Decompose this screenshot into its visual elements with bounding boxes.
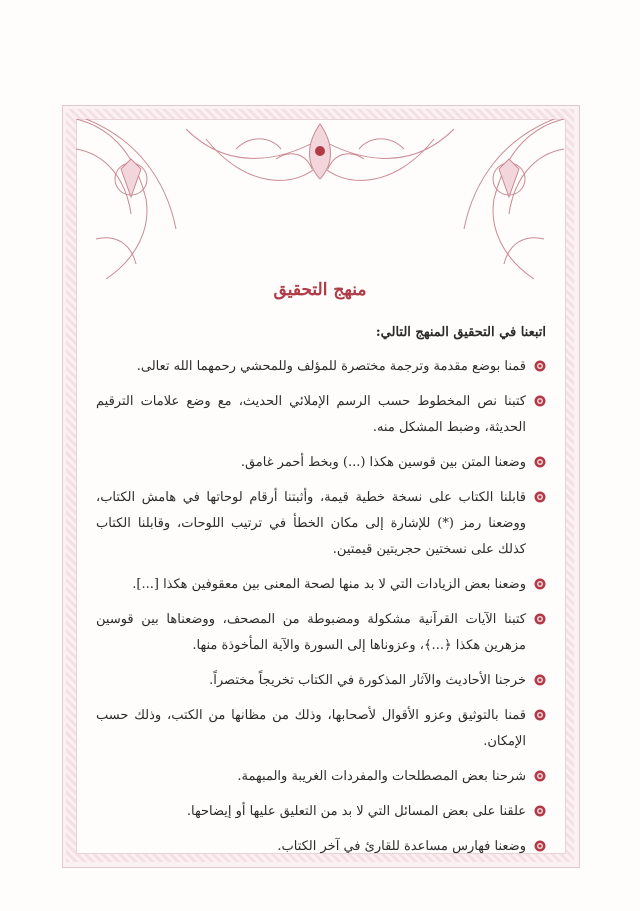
- list-item: [96, 485, 546, 563]
- list-item-text: كتبنا الآيات القرآنية مشكولة ومضبوطة من المصحف، ووضعناها بين قوسين مزهرين هكذا ﴿...﴾، وعزوناها إلى السورة والآية المأخوذة منها.: [96, 612, 526, 653]
- intro-line: اتبعنا في التحقيق المنهج التالي:: [375, 325, 546, 340]
- list-item-text: قابلنا الكتاب على نسخة خطية قيمة، وأثبتنا أرقام لوحاتها في هامش الكتاب، ووضعنا رمز (*) للإشارة إلى مكان الخطأ في ترتيب اللوحات، وقابلنا الكتاب كذلك على نسختين حجريتين قيمتين.: [96, 490, 526, 557]
- list-item-text: كتبنا نص المخطوط حسب الرسم الإملائي الحديث، مع وضع علامات الترقيم الحديثة، وضبط المشكل منه.: [96, 394, 526, 435]
- list-item: [96, 389, 546, 441]
- list-item: [96, 703, 546, 755]
- flower-bullet-icon: [534, 709, 546, 721]
- list-item-text: وضعنا بعض الزيادات التي لا بد منها لصحة المعنى بين معقوفين هكذا [...].: [132, 577, 526, 592]
- list-item-text: وضعنا فهارس مساعدة للقارئ في آخر الكتاب.: [277, 839, 526, 854]
- list-item: [96, 764, 546, 790]
- list-item-text: قمنا بالتوثيق وعزو الأقوال لأصحابها، وذلك من مظانها من الكتب، وذلك حسب الإمكان.: [96, 708, 526, 749]
- methodology-text: [96, 322, 546, 869]
- list-item: [96, 799, 546, 825]
- flower-bullet-icon: [534, 578, 546, 590]
- flower-bullet-icon: [534, 805, 546, 817]
- page-title: منهج التحقيق: [273, 280, 367, 300]
- flower-bullet-icon: [534, 395, 546, 407]
- methodology-list: [96, 354, 546, 860]
- list-item-text: قمنا بوضع مقدمة وترجمة مختصرة للمؤلف وللمحشي رحمهما الله تعالى.: [136, 359, 526, 374]
- flower-bullet-icon: [534, 840, 546, 852]
- list-item-text: شرحنا بعض المصطلحات والمفردات الغريبة والمبهمة.: [237, 769, 526, 784]
- flower-bullet-icon: [534, 456, 546, 468]
- list-item: [96, 668, 546, 694]
- flower-bullet-icon: [534, 674, 546, 686]
- list-item: [96, 450, 546, 476]
- flower-bullet-icon: [534, 491, 546, 503]
- list-item: [96, 354, 546, 380]
- list-item: [96, 834, 546, 860]
- flower-bullet-icon: [534, 360, 546, 372]
- flower-bullet-icon: [534, 613, 546, 625]
- list-item-text: علقنا على بعض المسائل التي لا بد من التعليق عليها أو إيضاحها.: [186, 804, 526, 819]
- flower-bullet-icon: [534, 770, 546, 782]
- list-item-text: وضعنا المتن بين قوسين هكذا (...) وبخط أحمر غامق.: [240, 455, 526, 470]
- list-item: [96, 607, 546, 659]
- list-item-text: خرجنا الأحاديث والآثار المذكورة في الكتاب تخريجاً مختصراً.: [209, 673, 526, 688]
- list-item: [96, 572, 546, 598]
